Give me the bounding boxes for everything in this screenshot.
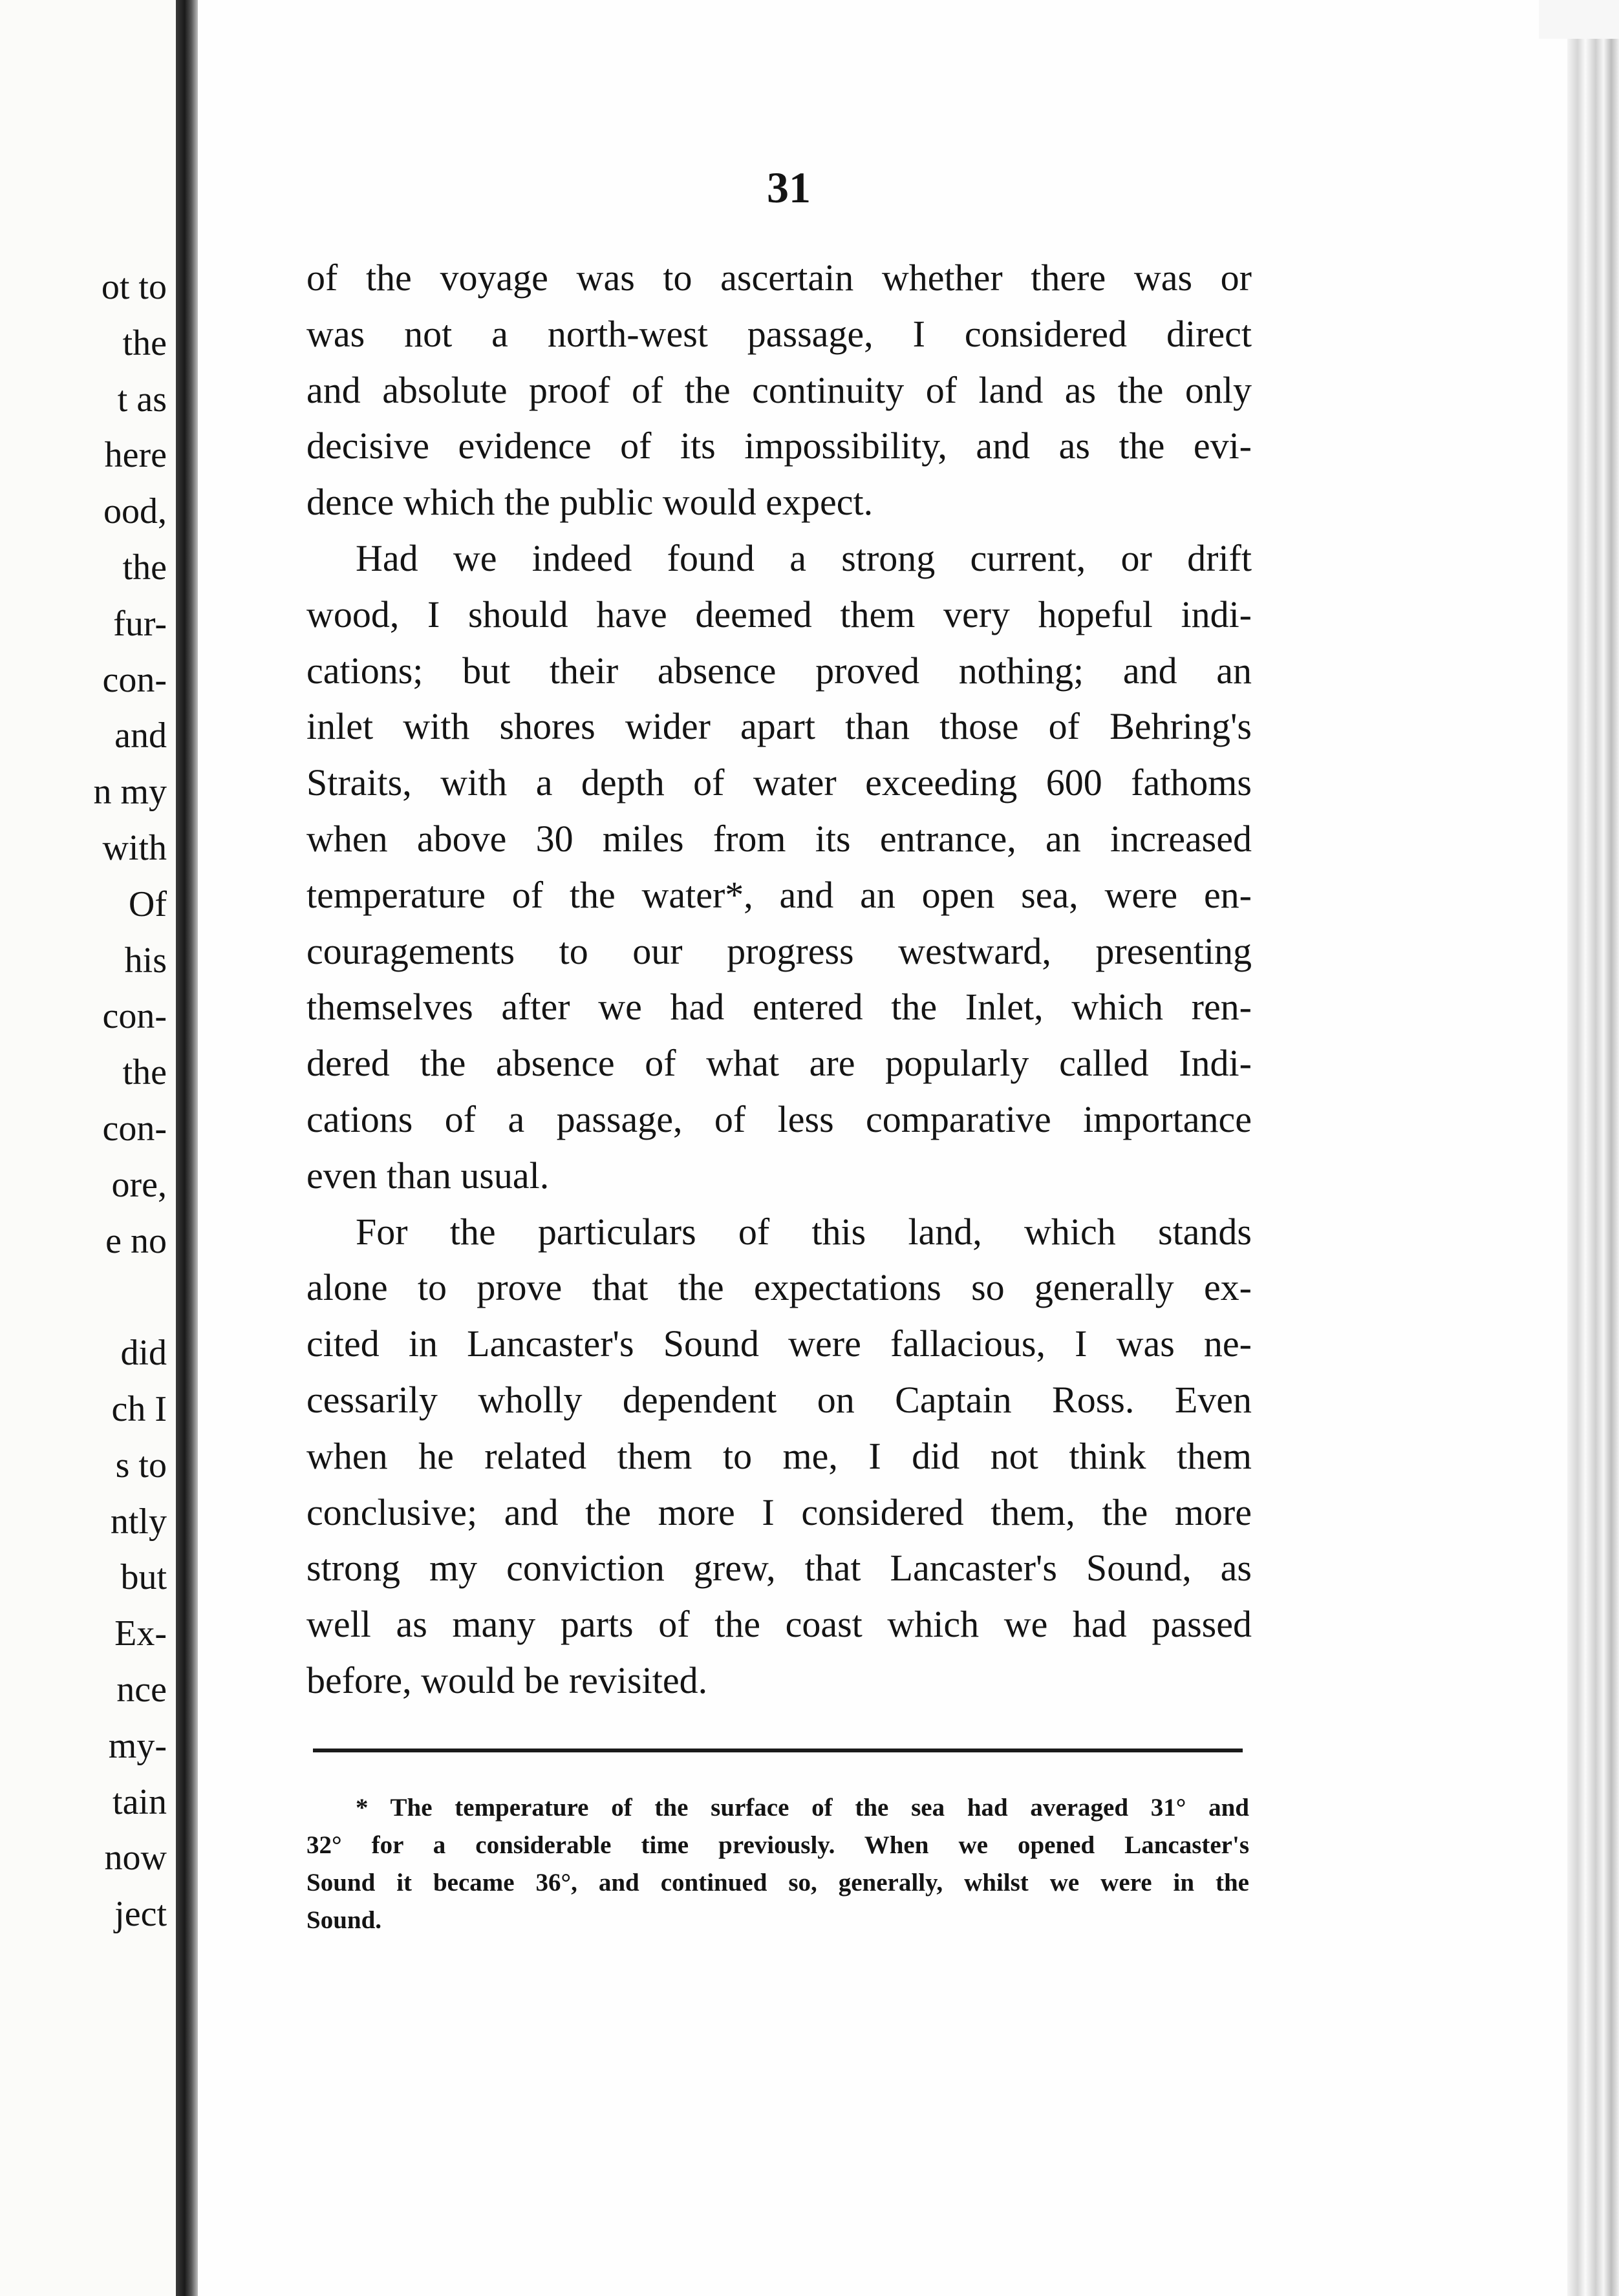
facing-page-fragment: con- <box>102 1109 167 1149</box>
text-line: cited in Lancaster's Sound were fallacious, I was ne- <box>306 1323 1252 1365</box>
footnote-line: Sound it became 36°, and continued so, generally, whilst we were in the <box>306 1869 1249 1897</box>
text-line: Straits, with a depth of water exceeding 600 fathoms <box>306 761 1252 804</box>
text-line: well as many parts of the coast which we had passed <box>306 1603 1252 1646</box>
facing-page-fragment: tain <box>113 1781 167 1822</box>
text-line: themselves after we had entered the Inlet, which ren- <box>306 986 1252 1028</box>
facing-page-fragment: Of <box>128 884 167 924</box>
facing-page-fragment: ot to <box>101 267 167 307</box>
footnote-line: 32° for a considerable time previously. When we opened Lancaster's <box>306 1831 1249 1859</box>
facing-page-fragment: did <box>120 1333 167 1374</box>
text-line: when above 30 miles from its entrance, an increased <box>306 817 1252 860</box>
footnote-rule <box>313 1749 1243 1752</box>
facing-page-fragment: ore, <box>111 1164 167 1205</box>
text-line: was not a north-west passage, I considered direct <box>306 312 1252 355</box>
text-line: and absolute proof of the continuity of land as the only <box>306 368 1252 411</box>
facing-page-fragment: and <box>114 716 167 756</box>
text-line: temperature of the water*, and an open sea, were en- <box>306 873 1252 916</box>
body-text <box>306 250 1252 1709</box>
text-line: cations; but their absence proved nothing; and an <box>306 649 1252 692</box>
facing-page-fragment: n my <box>93 772 167 813</box>
page-stack-edge <box>1567 39 1619 2296</box>
footnote-line: Sound. <box>306 1906 382 1934</box>
facing-page-fragment: his <box>124 940 167 981</box>
text-line: even than usual. <box>306 1154 550 1196</box>
text-line: decisive evidence of its impossibility, and as the evi- <box>306 425 1252 467</box>
facing-page-fragment: the <box>122 547 167 588</box>
text-line: wood, I should have deemed them very hopeful indi- <box>306 593 1252 635</box>
text-line: when he related them to me, I did not think them <box>306 1434 1252 1477</box>
facing-page-fragment: Ex- <box>114 1613 167 1654</box>
text-line: couragements to our progress westward, presenting <box>306 930 1252 972</box>
facing-page-fragment: the <box>122 1052 167 1093</box>
facing-page-fragment: the <box>122 323 167 363</box>
text-line: dered the absence of what are popularly called Indi- <box>306 1042 1252 1085</box>
facing-page-fragment: fur- <box>113 603 167 644</box>
facing-page-fragment: ood, <box>103 491 167 532</box>
facing-page <box>0 0 176 2296</box>
facing-page-fragment: e no <box>105 1220 167 1261</box>
facing-page-fragment: here <box>104 435 167 476</box>
page-edge-top <box>1539 0 1619 39</box>
text-line: cations of a passage, of less comparative importance <box>306 1098 1252 1140</box>
text-line: strong my conviction grew, that Lancaster's Sound, as <box>306 1547 1252 1589</box>
page-number: 31 <box>767 163 811 212</box>
facing-page-fragment: ch I <box>111 1389 167 1429</box>
facing-page-fragment: t as <box>117 379 167 420</box>
text-line: For the particulars of this land, which stands <box>356 1210 1252 1253</box>
footnotes <box>306 1789 1249 1939</box>
facing-page-fragment: con- <box>102 659 167 700</box>
facing-page-fragment: ject <box>114 1894 167 1935</box>
text-line: conclusive; and the more I considered them, the more <box>306 1491 1252 1533</box>
book-gutter <box>176 0 198 2296</box>
facing-page-fragment: with <box>102 828 167 868</box>
facing-page-fragment: now <box>104 1838 167 1878</box>
facing-page-fragment: con- <box>102 996 167 1037</box>
facing-page-fragment: ntly <box>110 1501 167 1542</box>
facing-page-fragment: nce <box>116 1670 167 1710</box>
text-line: before, would be revisited. <box>306 1659 708 1701</box>
facing-page-fragment: s to <box>115 1445 167 1485</box>
text-line: of the voyage was to ascertain whether there was or <box>306 257 1252 299</box>
text-line: cessarily wholly dependent on Captain Ross. Even <box>306 1378 1252 1421</box>
footnote-line: * The temperature of the surface of the sea had averaged 31° and <box>356 1794 1249 1822</box>
text-line: alone to prove that the expectations so generally ex- <box>306 1266 1252 1309</box>
text-line: inlet with shores wider apart than those of Behring's <box>306 705 1252 748</box>
text-line: Had we indeed found a strong current, or drift <box>356 537 1252 579</box>
facing-page-fragment: but <box>120 1557 167 1598</box>
facing-page-fragment: my- <box>108 1725 167 1766</box>
text-line: dence which the public would expect. <box>306 481 874 524</box>
